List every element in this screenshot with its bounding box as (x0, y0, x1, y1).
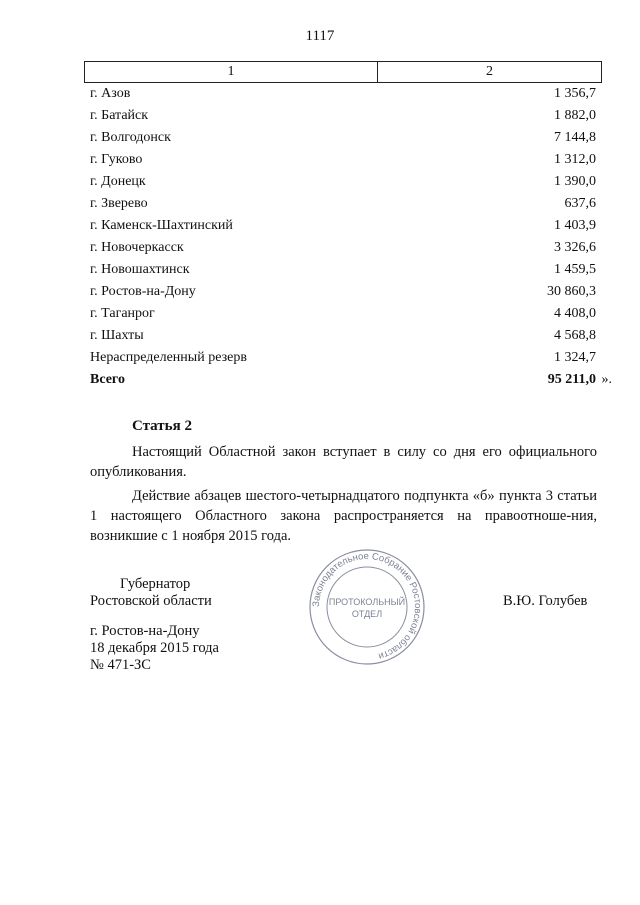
signatory-position (90, 576, 212, 610)
row-name: г. Гуково (90, 152, 143, 167)
table-row (84, 347, 602, 369)
article-paragraph-2 (90, 486, 597, 546)
header-col-2: 2 (486, 64, 493, 79)
header-col-1: 1 (85, 62, 378, 82)
row-value: 1 882,0 (554, 108, 596, 123)
row-value: 1 312,0 (554, 152, 596, 167)
total-value (476, 372, 612, 388)
table-row (84, 325, 602, 347)
row-name: г. Зверево (90, 196, 148, 211)
stamp-ring-text: Законодательное Собрание Ростовской области (310, 550, 424, 662)
place-city: г. Ростов-на-Дону (90, 623, 200, 639)
page-number: 1117 (305, 28, 335, 44)
paragraph-1-text: Настоящий Областной закон вступает в силу со дня его официального опубликования. (90, 444, 597, 480)
row-name: г. Волгодонск (90, 130, 171, 145)
row-value: 4 408,0 (554, 306, 596, 321)
row-value: 7 144,8 (554, 130, 596, 145)
row-name: г. Каменск-Шахтинский (90, 218, 233, 233)
law-date: 18 декабря 2015 года (90, 640, 219, 656)
appropriations-table (84, 61, 612, 391)
row-value: 1 459,5 (554, 262, 596, 277)
table-header (84, 61, 602, 83)
article-title: Статья 2 (132, 418, 192, 434)
table-row (84, 259, 602, 281)
table-total-row (84, 369, 612, 391)
table-row (84, 303, 602, 325)
table-row (84, 193, 602, 215)
table-row (84, 83, 602, 105)
row-name: г. Азов (90, 86, 131, 101)
place-and-date (90, 623, 219, 674)
row-name: г. Ростов-на-Дону (90, 284, 196, 299)
row-value: 1 356,7 (554, 86, 596, 101)
position-line-2: Ростовской области (90, 593, 212, 609)
stamp-center-line-1: ПРОТОКОЛЬНЫЙ (328, 597, 406, 607)
table-row (84, 149, 602, 171)
table-row (84, 105, 602, 127)
row-value: 4 568,8 (554, 328, 596, 343)
row-name: Нераспределенный резерв (90, 350, 247, 365)
total-label: Всего (90, 372, 125, 387)
table-row (84, 215, 602, 237)
table-row (84, 171, 602, 193)
table-row (84, 281, 602, 303)
position-line-1: Губернатор (120, 576, 191, 592)
row-value: 1 390,0 (554, 174, 596, 189)
signatory-name: В.Ю. Голубев (503, 593, 588, 609)
row-name: г. Шахты (90, 328, 144, 343)
row-name: г. Новочеркасск (90, 240, 184, 255)
stamp-center-line-2: ОТДЕЛ (351, 609, 383, 619)
closing-quote: ». (601, 372, 612, 387)
row-name: г. Донецк (90, 174, 146, 189)
row-value: 30 860,3 (547, 284, 596, 299)
article-paragraph-1 (90, 442, 597, 482)
row-value: 3 326,6 (554, 240, 596, 255)
row-name: г. Батайск (90, 108, 149, 123)
stamp-seal (308, 548, 426, 666)
row-value: 1 403,9 (554, 218, 596, 233)
total-amount: 95 211,0 (547, 372, 596, 387)
paragraph-2-text: Действие абзацев шестого-четырнадцатого подпункта «б» пункта 3 статьи 1 настоящего Областного закона распространяется на правоотноше-ния, возникшие с 1 ноября 2015 года. (90, 488, 597, 544)
table-body (84, 83, 602, 369)
law-number: № 471-ЗС (90, 657, 151, 673)
row-name: г. Таганрог (90, 306, 155, 321)
row-value: 637,6 (564, 196, 596, 211)
row-name: г. Новошахтинск (90, 262, 190, 277)
row-value: 1 324,7 (554, 350, 596, 365)
table-row (84, 237, 602, 259)
table-row (84, 127, 602, 149)
